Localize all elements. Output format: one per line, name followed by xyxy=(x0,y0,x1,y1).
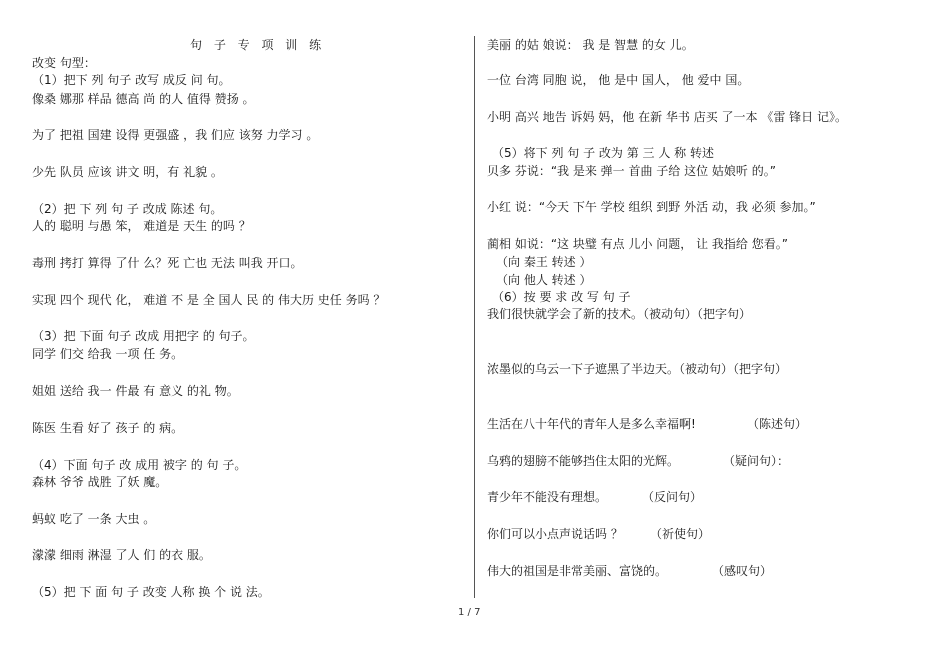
exercise-instruction: （反问句） xyxy=(642,490,703,504)
exercise-sentence: 伟大的祖国是非常美丽、富饶的。 xyxy=(487,564,668,578)
exercise-sentence: 乌鸦的翅膀不能够挡住太阳的光辉。 xyxy=(487,454,680,468)
exercise-sentence: 为了 把祖 国建 设得 更强盛 ，我 们应 该努 力学习 。 xyxy=(32,128,319,142)
exercise-instruction: （疑问句）： xyxy=(723,454,790,468)
exercise-instruction: （感叹句） xyxy=(712,564,773,578)
exercise-sentence: 小明 高兴 地告 诉妈 妈，他 在新 华书 店买 了一本 《雷 锋日 记》。 xyxy=(487,110,847,124)
exercise-sentence: 像桑 娜那 样品 德高 尚 的人 值得 赞扬 。 xyxy=(32,92,255,106)
exercise-sentence: 森林 爷爷 战胜 了妖 魔。 xyxy=(32,475,168,489)
exercise-heading-5b: （5）将下 列 句 子 改为 第 三 人 称 转述 xyxy=(492,146,714,160)
exercise-heading-1: （1）把下 列 句子 改写 成反 问 句。 xyxy=(32,73,231,87)
exercise-sentence: 濛濛 细雨 淋湿 了人 们 的衣 服。 xyxy=(32,548,211,562)
exercise-sentence: 少先 队员 应该 讲文 明，有 礼貌 。 xyxy=(32,165,223,179)
exercise-sentence: 一位 台湾 同胞 说， 他 是中 国人， 他 爱中 国。 xyxy=(487,73,750,87)
exercise-sentence: 小红 说：“今天 下午 学校 组织 到野 外活 动，我 必须 参加。” xyxy=(487,200,816,214)
exercise-heading-5: （5）把 下 面 句 子 改变 人称 换 个 说 法。 xyxy=(32,585,270,599)
exercise-instruction: （向 秦王 转述 ） xyxy=(496,255,592,269)
exercise-sentence: 你们可以小点声说话吗 ？ xyxy=(487,527,623,541)
page-number: 1 / 7 xyxy=(458,607,481,618)
exercise-sentence: 毒刑 拷打 算得 了什 么？死 亡也 无法 叫我 开口。 xyxy=(32,256,303,270)
exercise-heading-6: （6）按 要 求 改 写 句 子 xyxy=(492,290,631,304)
exercise-sentence: 贝多 芬说：“我 是来 弹一 首曲 子给 这位 姑娘听 的。” xyxy=(487,164,776,178)
exercise-instruction: （祈使句） xyxy=(650,527,711,541)
exercise-sentence: 同学 们交 给我 一项 任 务。 xyxy=(32,347,184,361)
exercise-sentence: 人的 聪明 与愚 笨， 难道是 天生 的吗 ？ xyxy=(32,219,251,233)
exercise-sentence: 生活在八十年代的青年人是多么幸福啊! xyxy=(487,417,696,431)
section-heading: 改变 句型： xyxy=(32,56,96,70)
exercise-sentence: 我们很快就学会了新的技术。（被动句）（把字句） xyxy=(487,307,752,321)
exercise-heading-2: （2）把 下 列 句 子 改成 陈述 句。 xyxy=(32,202,223,216)
exercise-instruction: （向 他人 转述 ） xyxy=(496,273,592,287)
exercise-sentence: 陈医 生看 好了 孩子 的 病。 xyxy=(32,421,184,435)
exercise-sentence: 美丽 的姑 娘说： 我 是 智慧 的女 儿。 xyxy=(487,38,694,52)
exercise-sentence: 实现 四个 现代 化， 难道 不 是 全 国人 民 的 伟大历 史任 务吗 ？ xyxy=(32,293,386,307)
exercise-sentence: 姐姐 送给 我一 件最 有 意义 的礼 物。 xyxy=(32,384,239,398)
column-divider xyxy=(474,36,475,598)
exercise-sentence: 青少年不能没有理想。 xyxy=(487,490,608,504)
exercise-sentence: 蔺相 如说：“这 块璧 有点 儿小 问题， 让 我指给 您看。” xyxy=(487,237,788,251)
exercise-instruction: （陈述句） xyxy=(747,417,808,431)
exercise-heading-3: （3）把 下面 句子 改成 用把字 的 句子。 xyxy=(32,329,255,343)
exercise-sentence: 蚂蚁 吃了 一条 大虫 。 xyxy=(32,512,156,526)
page-title: 句 子 专 项 训 练 xyxy=(190,38,326,52)
exercise-heading-4: （4）下面 句子 改 成用 被字 的 句 子。 xyxy=(32,458,247,472)
exercise-sentence: 浓墨似的乌云一下子遮黑了半边天。（被动句）（把字句） xyxy=(487,362,788,376)
